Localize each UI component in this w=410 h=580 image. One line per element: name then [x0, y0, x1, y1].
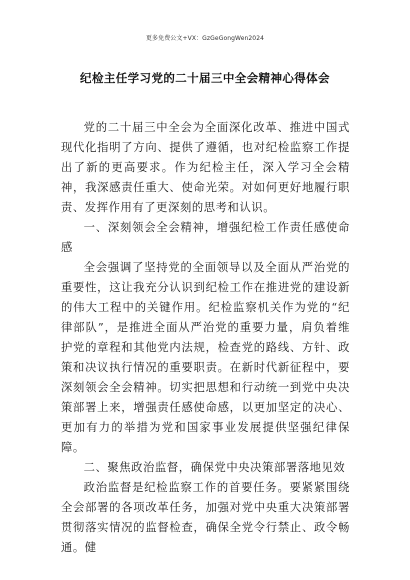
- document-title: 纪检主任学习党的二十届三中全会精神心得体会: [80, 71, 330, 85]
- header-note: 更多免费公文+VX：GzGeGongWen2024: [145, 35, 265, 42]
- paragraph-section-1: 全会强调了坚持党的全面领导以及全面从严治党的重要性，这让我充分认识到纪检工作在推进党的建设新的伟大工程中的关键作用。纪检监察机关作为党的“纪律部队”，是推进全面从严治党的重要力量，肩负着维护党的章程和其他党内法规，检查党的路线、方针、政策和决议执行情况的重要职责。在新时代新征程中，要深刻领会全会精神。切实把思想和行动统一到党中央决策部署上来，增强责任感使命感，以更加坚定的决心、更加有力的举措为党和国家事业发展提供坚强纪律保障。: [61, 261, 350, 454]
- paragraph-intro: 党的二十届三中全会为全面深化改革、推进中国式现代化指明了方向、提供了遵循，也对纪检监察工作提出了新的更高要求。作为纪检主任，深入学习全会精神，我深感责任重大、使命光荣。对如何更好地履行职责、发挥作用有了更深刻的思考和认识。: [61, 121, 350, 214]
- section-heading-2: 二、聚焦政治监督，确保党中央决策部署落地见效: [83, 461, 346, 474]
- document-body: [61, 118, 350, 558]
- paragraph-section-2: 政治监督是纪检监察工作的首要任务。要紧紧围绕全会部署的各项改革任务，加强对党中央重大决策部署贯彻落实情况的监督检查，确保全党令行禁止、政令畅通。健: [61, 481, 350, 554]
- section-heading-1: 一、深刻领会全会精神，增强纪检工作责任感使命感: [61, 221, 350, 254]
